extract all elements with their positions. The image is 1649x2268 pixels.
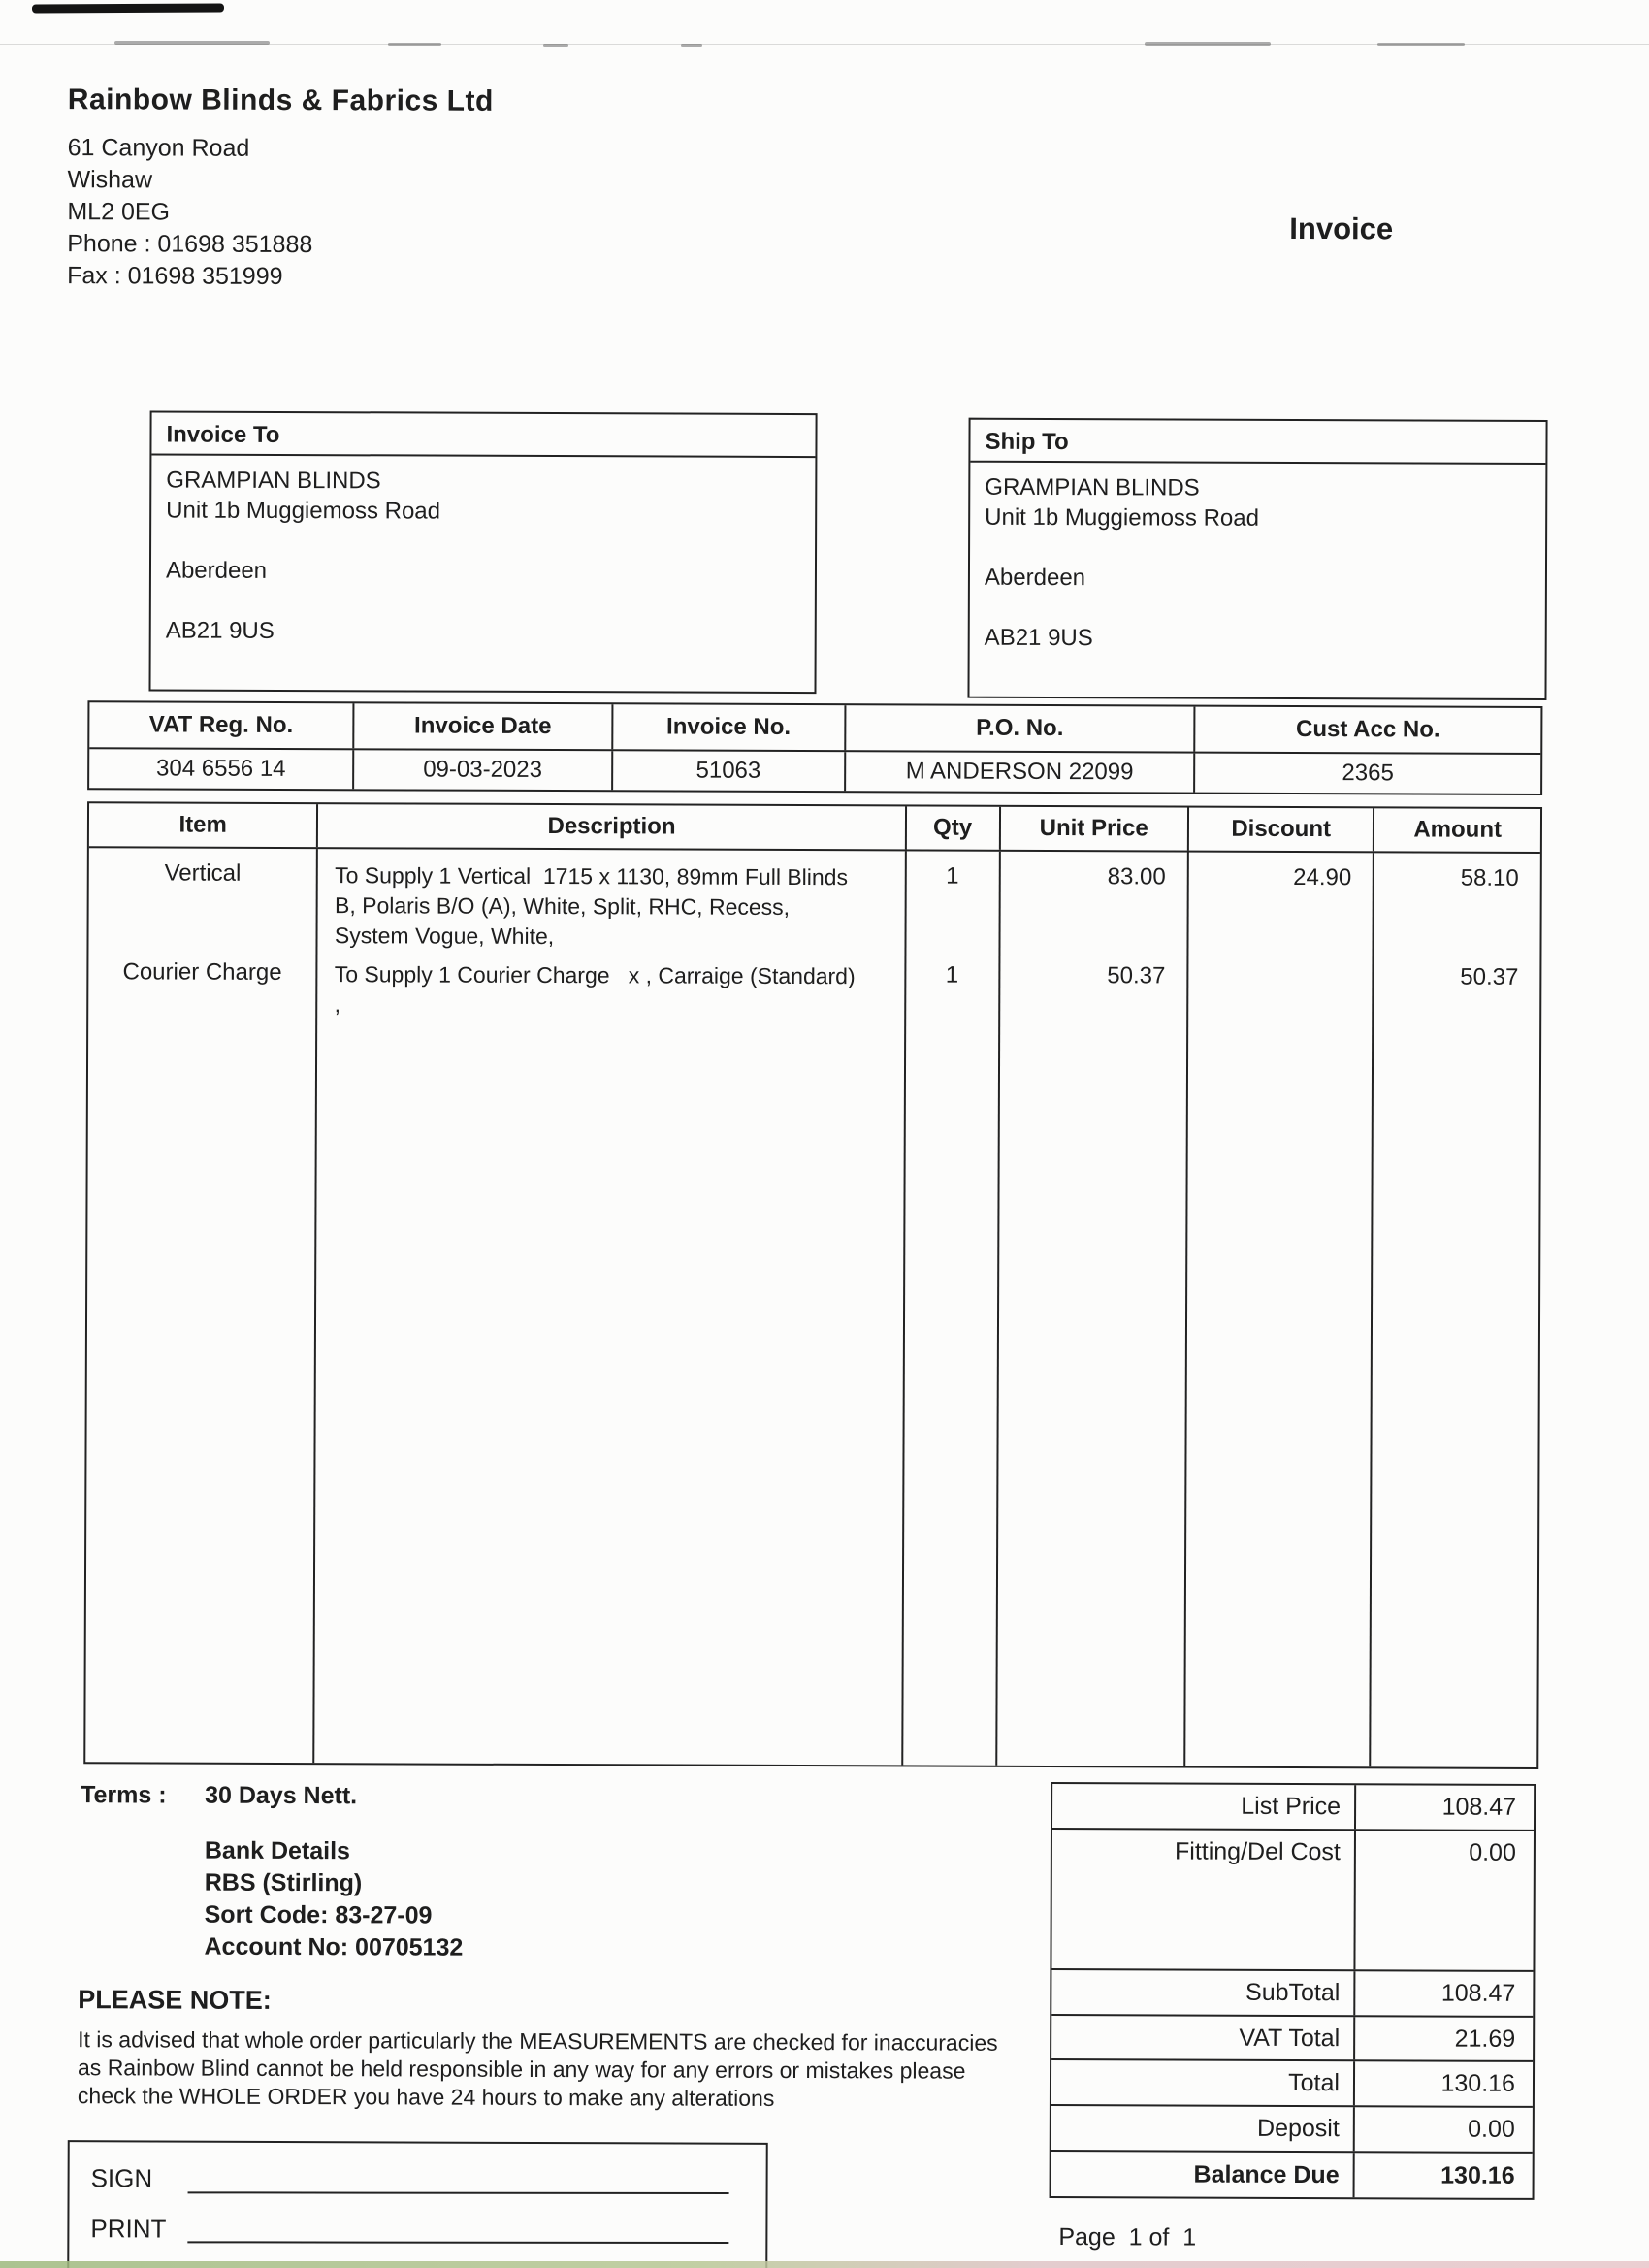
- info-header-invoice-no: Invoice No.: [613, 704, 847, 750]
- invoice-to-line: AB21 9US: [165, 617, 275, 644]
- total-row-label: Deposit: [1256, 2114, 1340, 2143]
- items-column-qty: [903, 851, 1000, 1765]
- invoice-to-line: GRAMPIAN BLINDS: [166, 467, 381, 495]
- company-name: Rainbow Blinds & Fabrics Ltd: [67, 83, 494, 117]
- company-phone: Phone : 01698 351888: [67, 230, 313, 259]
- item-name: Vertical: [164, 859, 242, 887]
- total-row-value: 108.47: [1353, 1971, 1533, 2016]
- items-header-unit-price: Unit Price: [1000, 807, 1189, 851]
- total-row-value: 108.47: [1354, 1785, 1534, 1830]
- signature-box: [67, 2140, 768, 2268]
- invoice-to-line: Unit 1b Muggiemoss Road: [166, 497, 441, 525]
- ship-to-box: [967, 418, 1547, 700]
- line-items-table: [83, 801, 1542, 1769]
- company-address-line: ML2 0EG: [67, 198, 171, 226]
- item-discount: [1188, 963, 1372, 964]
- items-column-description: [315, 849, 907, 1765]
- invoice-to-line: [166, 586, 815, 619]
- info-header-invoice-date: Invoice Date: [355, 703, 613, 749]
- ship-to-line: Aberdeen: [984, 564, 1086, 592]
- item-amount: 50.37: [1460, 963, 1519, 990]
- ship-to-line: Unit 1b Muggiemoss Road: [985, 503, 1260, 532]
- please-note-body: It is advised that whole order particularly the MEASUREMENTS are checked for inaccuracies as Rainbow Blind cannot be held responsible in any way for any errors or mistakes please check the WHOLE ORDER you have 24 hours to make any alterations: [77, 2026, 998, 2111]
- info-value-po-no: M ANDERSON 22099: [846, 752, 1195, 792]
- info-header-po-no: P.O. No.: [846, 705, 1195, 751]
- ship-to-label: Ship To: [970, 420, 1545, 465]
- page-number: Page 1 of 1: [1058, 2223, 1197, 2252]
- bank-details-line: Bank Details: [204, 1836, 351, 1865]
- items-header-item: Item: [89, 803, 319, 847]
- items-column-amount: [1372, 853, 1540, 1767]
- item-unit-price: 50.37: [1107, 962, 1166, 989]
- bank-details-line: Sort Code: 83-27-09: [204, 1900, 433, 1929]
- item-description: To Supply 1 Courier Charge x , Carraige (Standard) ,: [334, 961, 862, 1018]
- totals-box: [1050, 1782, 1536, 2200]
- info-value-invoice-date: 09-03-2023: [354, 750, 612, 790]
- ship-to-line: AB21 9US: [984, 624, 1093, 652]
- item-description: To Supply 1 Vertical 1715 x 1130, 89mm Full Blinds B, Polaris B/O (A), White, Split, RHC, Recess, System Vogue, White,: [334, 862, 855, 950]
- items-header-qty: Qty: [907, 806, 1001, 849]
- ship-to-line: [985, 593, 1545, 625]
- ship-to-line: GRAMPIAN BLINDS: [985, 473, 1200, 502]
- info-value-invoice-no: 51063: [613, 751, 847, 791]
- info-value-vat-reg-no: 304 6556 14: [89, 749, 354, 789]
- invoice-to-label: Invoice To: [151, 412, 815, 458]
- items-header-description: Description: [318, 804, 907, 849]
- total-row-value: 130.16: [1353, 2061, 1533, 2106]
- invoice-to-line: [166, 526, 815, 559]
- invoice-to-line: Aberdeen: [165, 557, 268, 584]
- item-name: Courier Charge: [122, 958, 282, 986]
- total-row-value: 21.69: [1353, 2017, 1533, 2060]
- print-label: PRINT: [90, 2214, 167, 2244]
- print-line: [187, 2241, 728, 2244]
- total-row-label: VAT Total: [1239, 2024, 1341, 2052]
- item-unit-price: 83.00: [1107, 863, 1166, 891]
- item-qty: 1: [946, 862, 959, 890]
- items-column-item: [85, 848, 318, 1763]
- balance-due-label: Balance Due: [1193, 2160, 1340, 2188]
- terms-label: Terms :: [81, 1781, 167, 1809]
- terms-value: 30 Days Nett.: [205, 1781, 358, 1810]
- balance-due-value: 130.16: [1353, 2153, 1533, 2198]
- total-row-label: SubTotal: [1245, 1978, 1341, 2007]
- info-header-cust-acc-no: Cust Acc No.: [1296, 715, 1440, 743]
- total-row-value: 0.00: [1353, 1831, 1534, 1970]
- invoice-to-box: [148, 410, 817, 694]
- info-header-vat-reg-no: VAT Reg. No.: [89, 702, 354, 748]
- sign-label: SIGN: [90, 2163, 153, 2193]
- ship-to-line: [985, 533, 1545, 565]
- company-address-line: 61 Canyon Road: [67, 134, 250, 162]
- total-row-label: Total: [1288, 2068, 1341, 2097]
- item-qty: 1: [945, 961, 959, 988]
- company-address-line: Wishaw: [67, 166, 153, 194]
- items-column-discount: [1185, 853, 1374, 1767]
- total-row-label: Fitting/Del Cost: [1174, 1837, 1341, 1866]
- items-header-amount: Amount: [1413, 816, 1503, 843]
- sign-line: [188, 2191, 729, 2194]
- scan-artifact-bottom-strip: [0, 2261, 1649, 2268]
- company-fax: Fax : 01698 351999: [67, 262, 283, 290]
- items-column-unit-price: [997, 852, 1189, 1766]
- total-row-label: List Price: [1241, 1792, 1342, 1821]
- total-row-value: 0.00: [1353, 2107, 1533, 2152]
- bank-details-line: Account No: 00705132: [204, 1932, 464, 1961]
- invoice-info-table: [87, 700, 1542, 795]
- item-amount: 58.10: [1460, 864, 1519, 891]
- item-discount: 24.90: [1293, 863, 1352, 891]
- items-header-discount: Discount: [1189, 808, 1375, 852]
- please-note-heading: PLEASE NOTE:: [78, 1985, 272, 2015]
- info-value-cust-acc-no: 2365: [1342, 760, 1394, 787]
- document-title: Invoice: [1289, 211, 1394, 246]
- bank-details-line: RBS (Stirling): [204, 1868, 363, 1897]
